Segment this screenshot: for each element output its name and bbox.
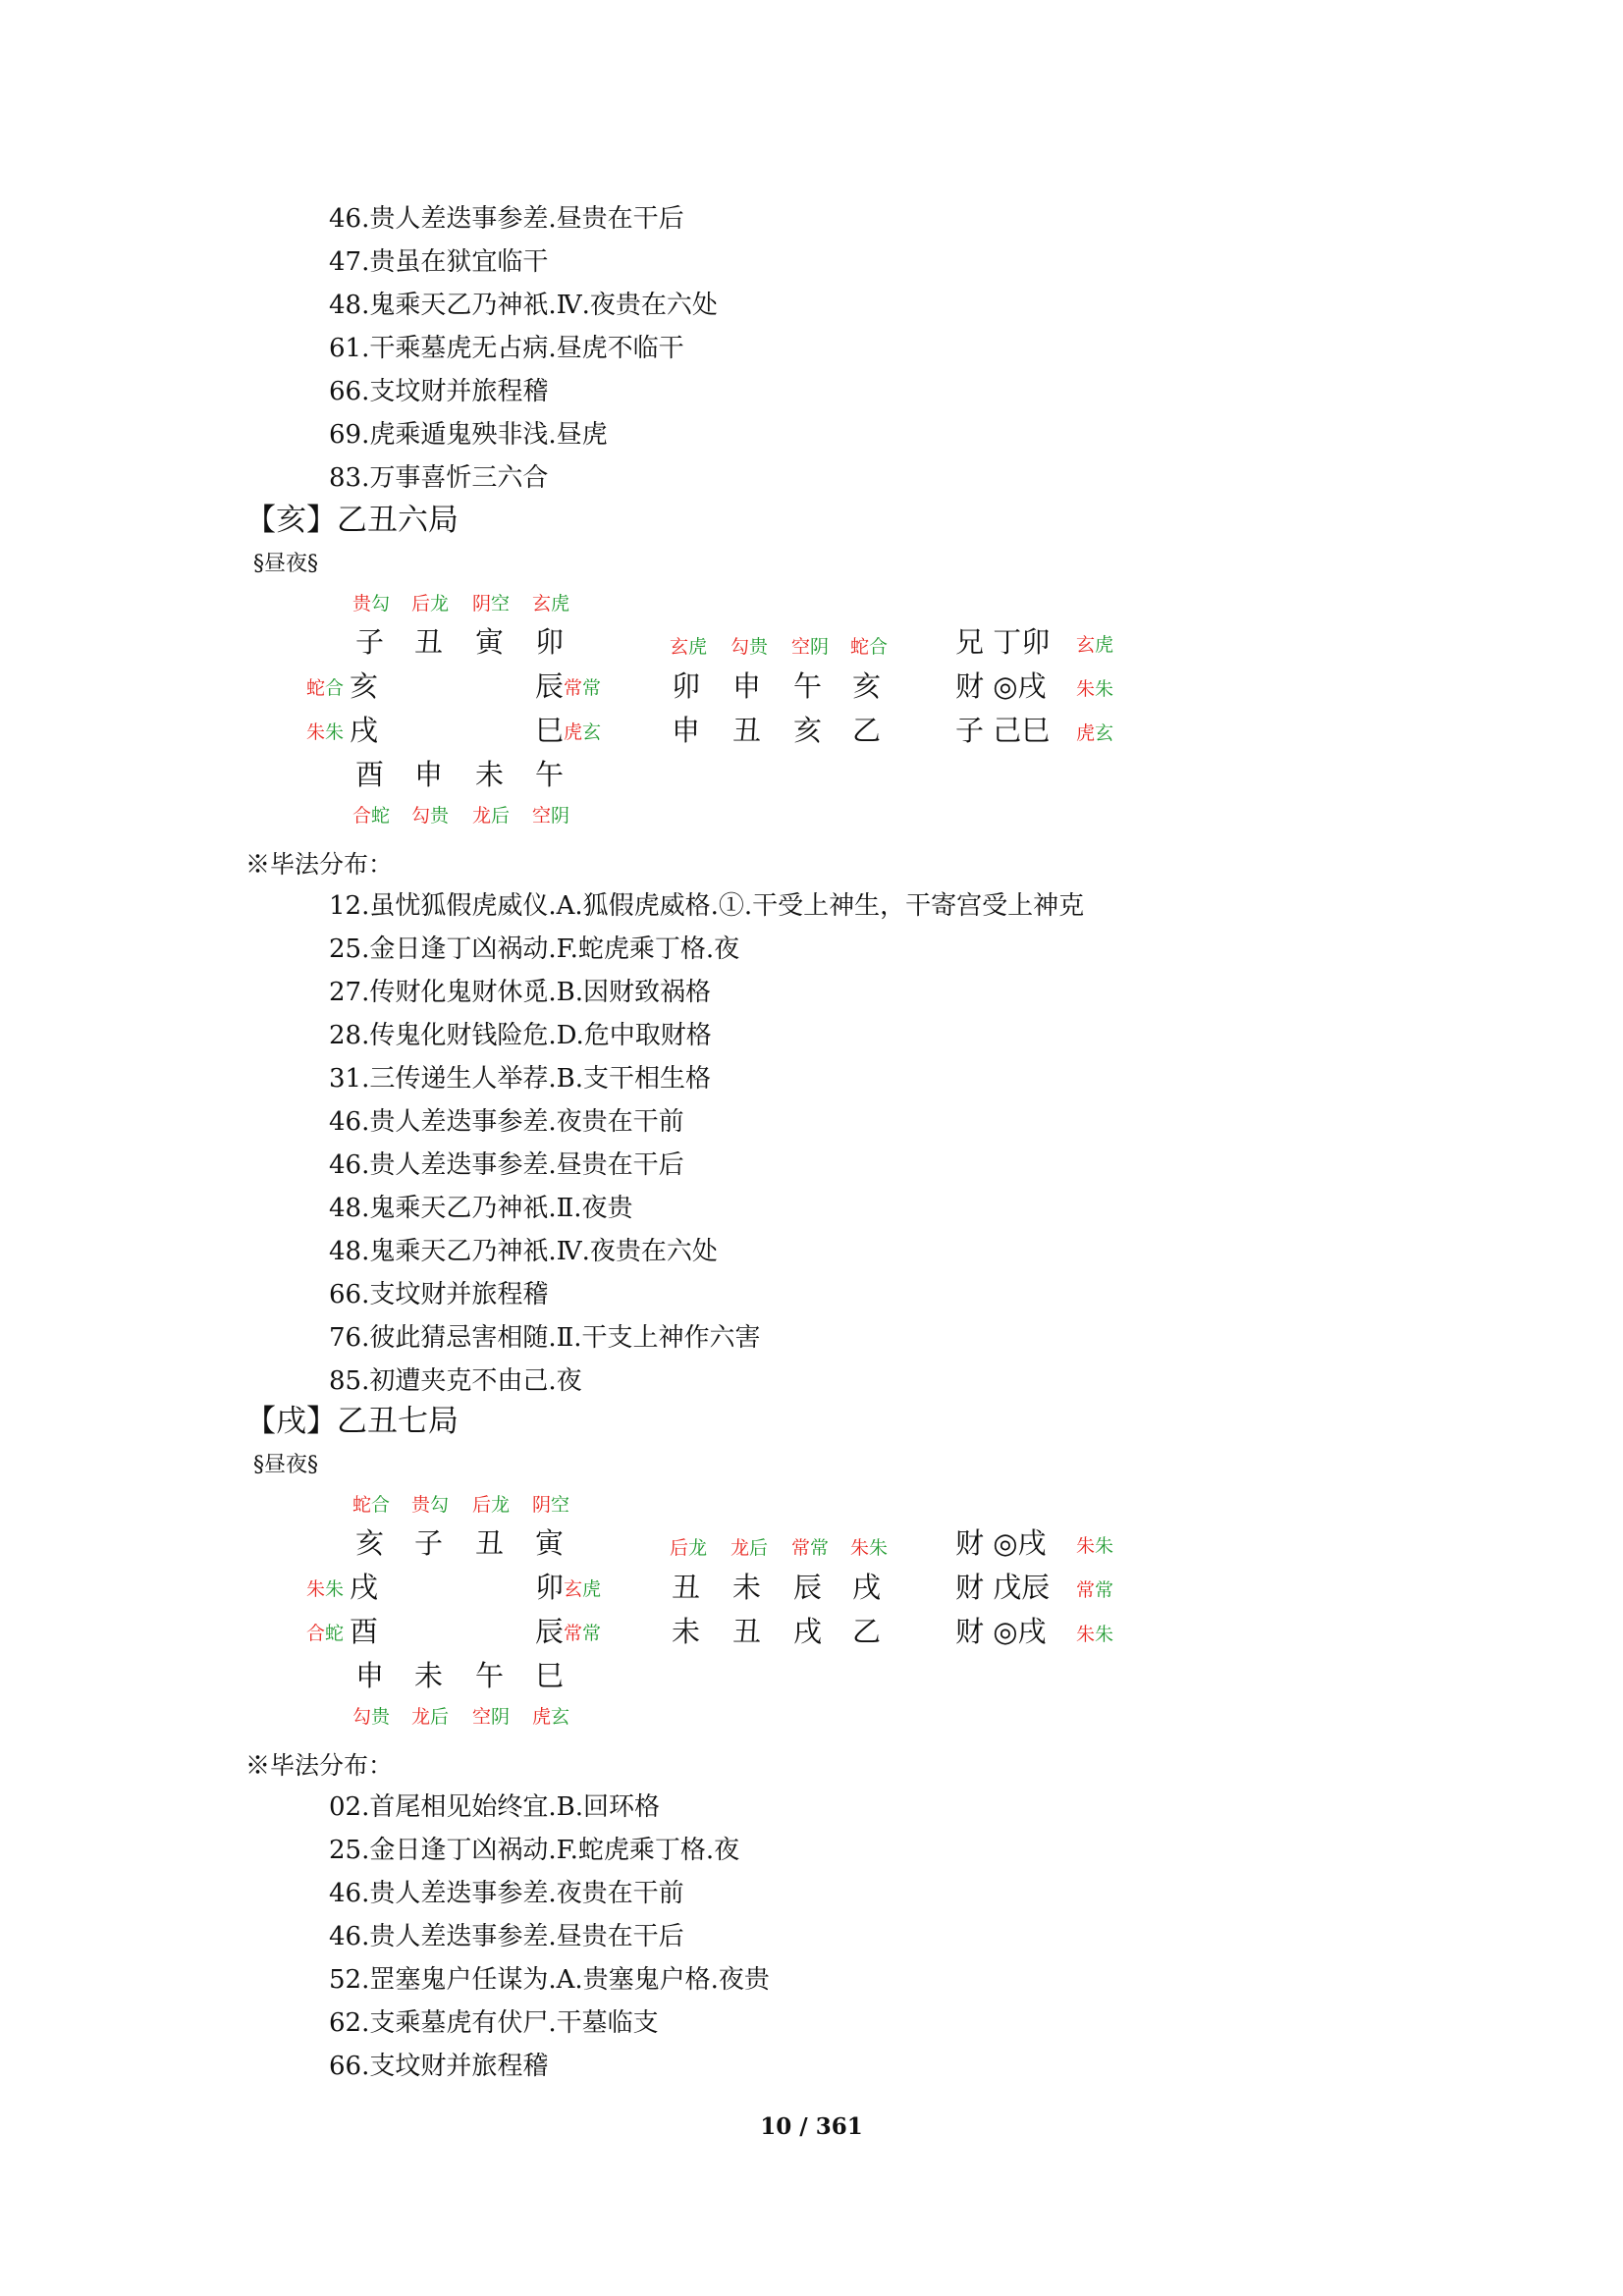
bifa-item: 66.支坟财并旅程稽 — [329, 2052, 549, 2081]
branch-cell: 戌 — [350, 714, 379, 747]
page-number: 10 / 361 — [760, 2113, 863, 2140]
chart-panel — [0, 587, 1623, 842]
bifa-item: 62.支乘墓虎有伏尸.干墓临支 — [329, 2008, 659, 2038]
ke-cell: 辰 — [793, 1571, 823, 1604]
ke-cell: 丑 — [732, 714, 762, 747]
chuan-label: 朱朱 — [1076, 1624, 1114, 1645]
bifa-item: 31.三传递生人举荐.B.支干相生格 — [329, 1064, 711, 1094]
bifa-item: 85.初遭夹克不由己.夜 — [329, 1366, 582, 1396]
tianjiang-label: 常常 — [564, 677, 602, 699]
tianjiang-label: 勾贵 — [352, 1706, 391, 1728]
bifa-item: 25.金日逢丁凶祸动.F.蛇虎乘丁格.夜 — [329, 1836, 740, 1865]
section-subheading: §昼夜§ — [253, 1453, 319, 1477]
ke-cell: 丑 — [672, 1571, 701, 1604]
tianjiang-label: 蛇合 — [352, 1494, 391, 1516]
tianjiang-label: 虎玄 — [532, 1706, 570, 1728]
chuan-cell: 财 ◎戌 — [955, 1526, 1047, 1560]
branch-cell: 申 — [414, 758, 444, 791]
tianjiang-label: 蛇合 — [306, 677, 345, 699]
tianjiang-label: 空阴 — [532, 805, 570, 827]
ke-cell: 午 — [793, 669, 823, 703]
ke-label: 龙后 — [730, 1537, 769, 1559]
tianjiang-label: 阴空 — [472, 593, 511, 614]
branch-cell: 辰 — [535, 1615, 565, 1648]
chuan-cell: 财 戊辰 — [955, 1571, 1051, 1604]
bifa-item: 12.虽忧狐假虎威仪.A.狐假虎威格.①.干受上神生，干寄宫受上神克 — [329, 891, 1085, 921]
branch-cell: 丑 — [414, 625, 444, 659]
tianjiang-label: 朱朱 — [306, 1578, 345, 1600]
ke-label: 空阴 — [791, 636, 830, 658]
branch-cell: 丑 — [475, 1526, 505, 1560]
chuan-label: 常常 — [1076, 1579, 1114, 1601]
tianjiang-label: 玄虎 — [564, 1578, 602, 1600]
list-item: 48.鬼乘天乙乃神祇.Ⅳ.夜贵在六处 — [329, 291, 718, 320]
ke-cell: 亥 — [852, 669, 882, 703]
section-heading: 【戌】乙丑七局 — [245, 1404, 459, 1439]
bifa-item: 28.传鬼化财钱险危.D.危中取财格 — [329, 1021, 712, 1050]
branch-cell: 辰 — [535, 669, 565, 703]
chuan-label: 虎玄 — [1076, 722, 1114, 744]
ke-cell: 亥 — [793, 714, 823, 747]
ke-label: 朱朱 — [850, 1537, 889, 1559]
ke-label: 后龙 — [670, 1537, 708, 1559]
tianjiang-label: 龙后 — [472, 805, 511, 827]
branch-cell: 巳 — [535, 1659, 565, 1692]
branch-cell: 未 — [414, 1659, 444, 1692]
chuan-cell: 子 己巳 — [955, 714, 1051, 747]
tianjiang-label: 贵勾 — [411, 1494, 450, 1516]
branch-cell: 子 — [355, 625, 385, 659]
branch-cell: 酉 — [355, 758, 385, 791]
branch-cell: 酉 — [350, 1615, 379, 1648]
tianjiang-label: 后龙 — [472, 1494, 511, 1516]
branch-cell: 巳 — [535, 714, 565, 747]
list-item: 83.万事喜忻三六合 — [329, 463, 549, 493]
ke-cell: 未 — [732, 1571, 762, 1604]
ke-label: 勾贵 — [730, 636, 769, 658]
bifa-item: 46.贵人差迭事参差.夜贵在干前 — [329, 1107, 684, 1137]
branch-cell: 亥 — [355, 1526, 385, 1560]
branch-cell: 亥 — [350, 669, 379, 703]
tianjiang-label: 合蛇 — [352, 805, 391, 827]
ke-label: 蛇合 — [850, 636, 889, 658]
ke-label: 常常 — [791, 1537, 830, 1559]
tianjiang-label: 常常 — [564, 1623, 602, 1644]
ke-cell: 申 — [732, 669, 762, 703]
branch-cell: 戌 — [350, 1571, 379, 1604]
bifa-item: 27.传财化鬼财休觅.B.因财致祸格 — [329, 978, 711, 1007]
ke-cell: 卯 — [672, 669, 701, 703]
bifa-item: 48.鬼乘天乙乃神祇.Ⅱ.夜贵 — [329, 1194, 633, 1223]
chuan-label: 朱朱 — [1076, 1535, 1114, 1557]
tianjiang-label: 龙后 — [411, 1706, 450, 1728]
chuan-cell: 兄 丁卯 — [955, 625, 1051, 659]
bifa-item: 66.支坟财并旅程稽 — [329, 1280, 549, 1309]
bifa-item: 46.贵人差迭事参差.昼贵在干后 — [329, 1922, 684, 1951]
list-item: 69.虎乘遁鬼殃非浅.昼虎 — [329, 420, 608, 450]
branch-cell: 寅 — [535, 1526, 565, 1560]
section-heading: 【亥】乙丑六局 — [245, 503, 459, 538]
ke-cell: 乙 — [852, 714, 882, 747]
ke-cell: 申 — [672, 714, 701, 747]
chuan-label: 玄虎 — [1076, 634, 1114, 656]
bifa-item: 25.金日逢丁凶祸动.F.蛇虎乘丁格.夜 — [329, 934, 740, 964]
ke-cell: 戌 — [852, 1571, 882, 1604]
bifa-item: 46.贵人差迭事参差.昼贵在干后 — [329, 1150, 684, 1180]
list-item: 66.支坟财并旅程稽 — [329, 377, 549, 406]
ke-cell: 戌 — [793, 1615, 823, 1648]
chart-panel — [0, 1488, 1623, 1743]
branch-cell: 未 — [475, 758, 505, 791]
chuan-label: 朱朱 — [1076, 678, 1114, 700]
tianjiang-label: 阴空 — [532, 1494, 570, 1516]
branch-cell: 申 — [355, 1659, 385, 1692]
bifa-title: ※毕法分布： — [245, 1751, 394, 1780]
branch-cell: 卯 — [535, 625, 565, 659]
tianjiang-label: 勾贵 — [411, 805, 450, 827]
branch-cell: 卯 — [535, 1571, 565, 1604]
chuan-cell: 财 ◎戌 — [955, 669, 1047, 703]
bifa-item: 46.贵人差迭事参差.夜贵在干前 — [329, 1879, 684, 1908]
tianjiang-label: 玄虎 — [532, 593, 570, 614]
ke-cell: 丑 — [732, 1615, 762, 1648]
tianjiang-label: 合蛇 — [306, 1623, 345, 1644]
bifa-item: 48.鬼乘天乙乃神祇.Ⅳ.夜贵在六处 — [329, 1237, 718, 1266]
section-subheading: §昼夜§ — [253, 552, 319, 576]
tianjiang-label: 朱朱 — [306, 721, 345, 743]
tianjiang-label: 空阴 — [472, 1706, 511, 1728]
bifa-item: 76.彼此猜忌害相随.Ⅱ.干支上神作六害 — [329, 1323, 761, 1353]
bifa-title: ※毕法分布： — [245, 850, 394, 879]
branch-cell: 午 — [535, 758, 565, 791]
bifa-item: 52.罡塞鬼户任谋为.A.贵塞鬼户格.夜贵 — [329, 1965, 770, 1995]
list-item: 47.贵虽在狱宜临干 — [329, 247, 549, 277]
ke-label: 玄虎 — [670, 636, 708, 658]
list-item: 61.干乘墓虎无占病.昼虎不临干 — [329, 334, 684, 363]
bifa-item: 02.首尾相见始终宜.B.回环格 — [329, 1792, 660, 1822]
list-item: 46.贵人差迭事参差.昼贵在干后 — [329, 204, 684, 234]
branch-cell: 子 — [414, 1526, 444, 1560]
ke-cell: 未 — [672, 1615, 701, 1648]
branch-cell: 午 — [475, 1659, 505, 1692]
ke-cell: 乙 — [852, 1615, 882, 1648]
tianjiang-label: 后龙 — [411, 593, 450, 614]
tianjiang-label: 虎玄 — [564, 721, 602, 743]
branch-cell: 寅 — [475, 625, 505, 659]
chuan-cell: 财 ◎戌 — [955, 1615, 1047, 1648]
tianjiang-label: 贵勾 — [352, 593, 391, 614]
